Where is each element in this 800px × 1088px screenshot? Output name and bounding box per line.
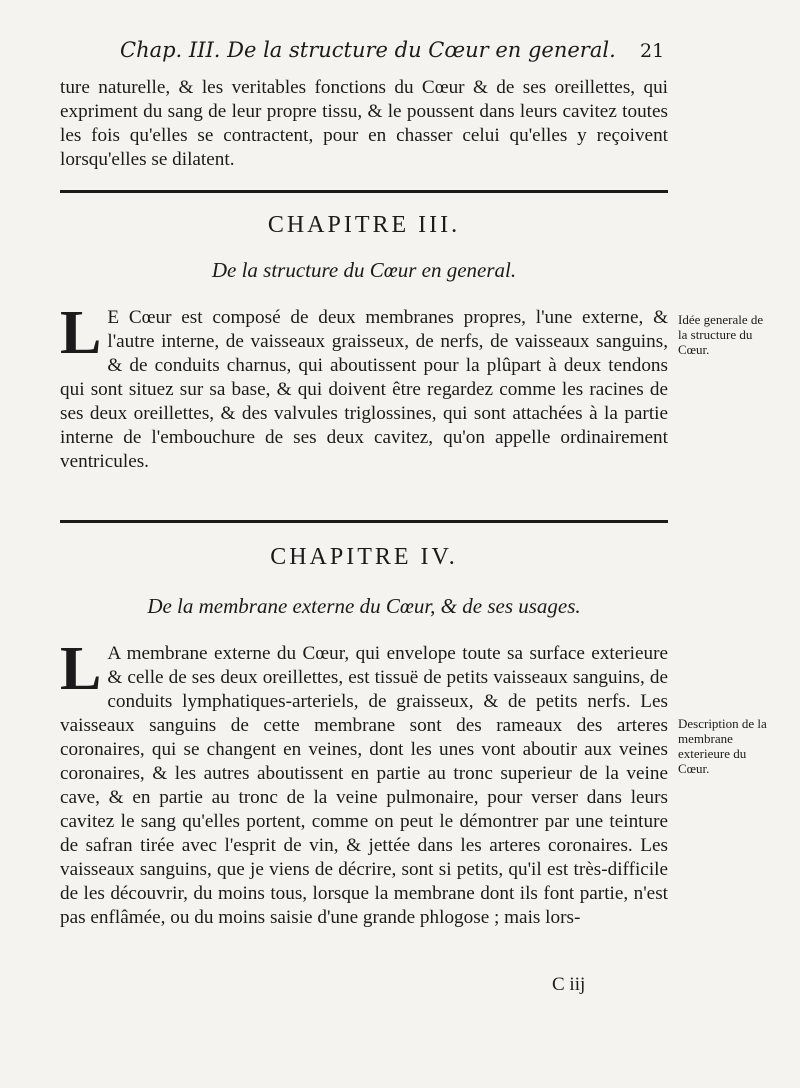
chapter-3-text: E Cœur est composé de deux membranes propres, l'une externe, & l'autre interne, de vaisseaux graisseux, de nerfs, de vaisseaux sanguins, & de conduits charnus, qui aboutissent pour la plûpart à deux tendons qui sont situez sur sa base, & qui doivent être regardez comme les racines de ses deux oreillettes, & des valvules triglossines, qui sont attachées à la partie interne de l'embouchure de ses deux cavitez, qu'on appelle ordinairement ventricules. — [60, 307, 668, 472]
chapter-3-title: CHAPITRE III. — [267, 212, 461, 238]
section-rule-2 — [60, 520, 668, 523]
chapter-3-dropcap: L — [60, 299, 102, 367]
chapter-3-margin-note: Idée generale de la structure du Cœur. — [678, 312, 764, 357]
chapter-4-margin-note: Description de la membrane exterieure du Cœur. — [678, 716, 767, 776]
intro-paragraph — [60, 76, 668, 172]
signature-mark: C iij — [552, 974, 586, 995]
chapter-3-subtitle: De la structure du Cœur en general. — [211, 258, 517, 282]
chapter-4-title: CHAPITRE IV. — [270, 544, 458, 570]
chapter-4-text: A membrane externe du Cœur, qui envelope toute sa surface exterieure & celle de ses deux oreillettes, est tissuë de petits vaisseaux sanguins, de conduits lymphatiques-arteriels, de graisseux, & de petits nerfs. Les vaisseaux sanguins de cette membrane sont des rameaux des arteres coronaires, qui se changent en veines, dont les unes vont aboutir aux veines coronaires, & les autres aboutissent en partie au tronc superieur de la veine cave, & en partie au tronc de la veine pulmonaire, pour verser dans leurs cavitez le sang qu'elles portent, comme on peut le démontrer par une teinture de safran tirée avec l'esprit de vin, & jettée dans les arteres coronaires. Les vaisseaux sanguins, que je viens de décrire, sont si petits, qu'il est très-difficile de les découvrir, du moins tous, lorsque la membrane dont ils font partie, n'est pas enflâmée, ou du moins saisie d'une grande phlogose ; mais lors- — [60, 643, 668, 928]
chapter-3-paragraph — [60, 299, 668, 474]
section-rule-1 — [60, 190, 668, 193]
intro-text: ture naturelle, & les veritables fonctions du Cœur & de ses oreillettes, qui expriment du sang de leur propre tissu, & le poussent dans leurs cavitez toutes les fois qu'elles se contractent, pour en chasser celui qu'elles y reçoivent lorsqu'elles se dilatent. — [60, 77, 668, 170]
chapter-4-dropcap: L — [60, 635, 102, 703]
page-number: 21 — [640, 40, 665, 62]
running-title: Chap. III. De la structure du Cœur en general. — [120, 38, 616, 62]
chapter-4-paragraph — [60, 635, 668, 930]
chapter-4-subtitle: De la membrane externe du Cœur, & de ses usages. — [147, 594, 581, 618]
